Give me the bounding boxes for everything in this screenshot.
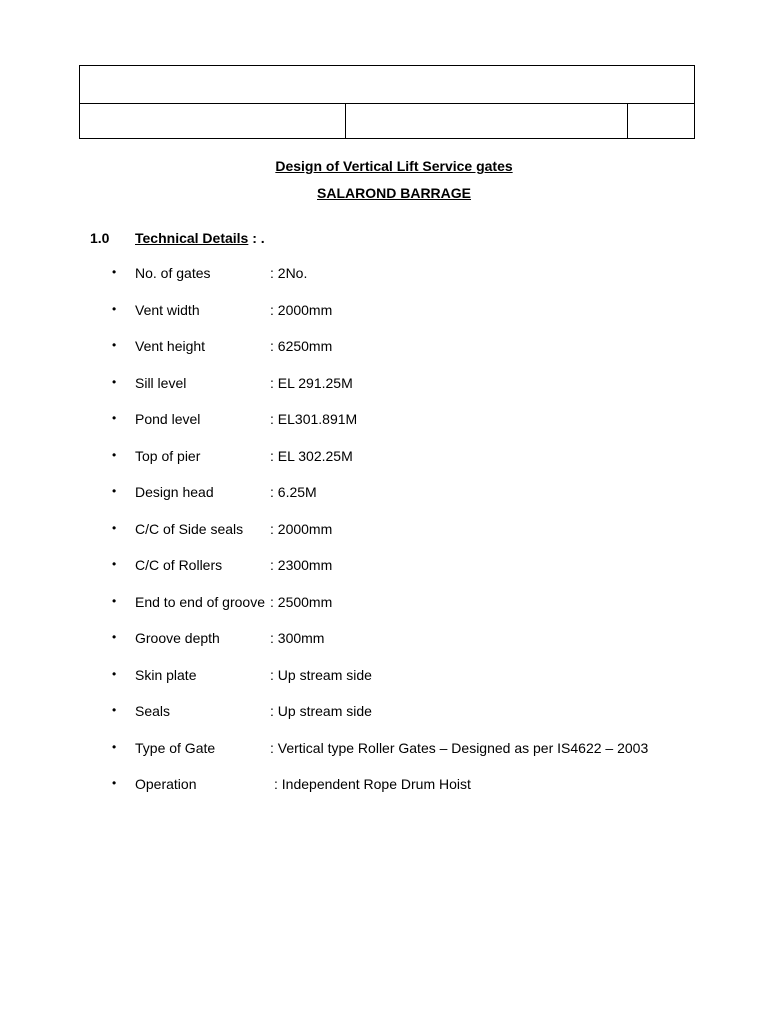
list-item [0, 740, 768, 760]
item-value: : Independent Rope Drum Hoist [274, 776, 471, 792]
item-label: Vent height [135, 338, 206, 354]
section-suffix: : . [248, 230, 265, 246]
item-label: Type of Gate [135, 739, 216, 756]
item-label: Top of pier [135, 447, 201, 464]
bullet-icon: • [112, 739, 117, 754]
item-label: Operation [135, 776, 197, 792]
item-label: C/C of Rollers [135, 557, 223, 573]
item-label: Design head [135, 484, 214, 500]
item-label: Vent width [135, 301, 200, 318]
list-item [0, 448, 768, 468]
header-table [79, 65, 695, 139]
section-heading [90, 230, 265, 246]
list-item [0, 484, 768, 504]
item-label: No. of gates [135, 265, 211, 281]
list-item [0, 338, 768, 358]
item-value: : Vertical type Roller Gates – Designed as per IS4622 – 2003 [270, 739, 649, 756]
item-label: Seals [135, 703, 171, 719]
header-row-top [80, 66, 694, 104]
list-item [0, 594, 768, 614]
header-cell-left [80, 104, 346, 139]
bullet-icon: • [112, 411, 117, 425]
item-value: : 6250mm [270, 338, 333, 354]
item-value: : 2300mm [270, 557, 333, 573]
list-item [0, 375, 768, 395]
header-cell-middle [346, 104, 628, 139]
item-value: : 2000mm [270, 301, 333, 318]
item-value: : EL301.891M [270, 411, 358, 427]
bullet-icon: • [112, 666, 117, 681]
item-value: : 2000mm [270, 520, 333, 537]
bullet-icon: • [112, 338, 117, 352]
item-label: Groove depth [135, 630, 220, 646]
item-value: : Up stream side [270, 666, 372, 683]
list-item [0, 776, 768, 796]
list-item [0, 411, 768, 431]
bullet-icon: • [112, 374, 117, 389]
list-item [0, 557, 768, 577]
list-item [0, 703, 768, 723]
bullet-icon: • [112, 703, 117, 717]
bullet-icon: • [112, 447, 117, 462]
header-cell-right [628, 104, 694, 139]
bullet-icon: • [112, 301, 117, 316]
item-value: : 6.25M [270, 484, 317, 500]
item-label: Pond level [135, 411, 201, 427]
list-item [0, 521, 768, 541]
item-value: : EL 291.25M [270, 374, 353, 391]
list-item [0, 667, 768, 687]
section-number: 1.0 [90, 230, 110, 246]
list-item [0, 265, 768, 285]
item-value: : Up stream side [270, 703, 372, 719]
item-label: Sill level [135, 374, 187, 391]
item-label: End to end of groove [135, 593, 265, 610]
section-title: Technical Details [135, 230, 249, 246]
item-value: : 2500mm [270, 593, 333, 610]
bullet-icon: • [112, 265, 117, 279]
item-value: : 300mm [270, 630, 325, 646]
document-subtitle: SALAROND BARRAGE [317, 185, 471, 201]
bullet-icon: • [112, 630, 117, 644]
item-label: Skin plate [135, 666, 197, 683]
list-item [0, 302, 768, 322]
bullet-icon: • [112, 484, 117, 498]
document-title: Design of Vertical Lift Service gates [275, 158, 513, 174]
bullet-icon: • [112, 520, 117, 535]
bullet-icon: • [112, 776, 117, 790]
list-item [0, 630, 768, 650]
bullet-icon: • [112, 593, 117, 608]
bullet-icon: • [112, 557, 117, 571]
item-value: : 2No. [270, 265, 308, 281]
item-label: C/C of Side seals [135, 520, 244, 537]
item-value: : EL 302.25M [270, 447, 353, 464]
